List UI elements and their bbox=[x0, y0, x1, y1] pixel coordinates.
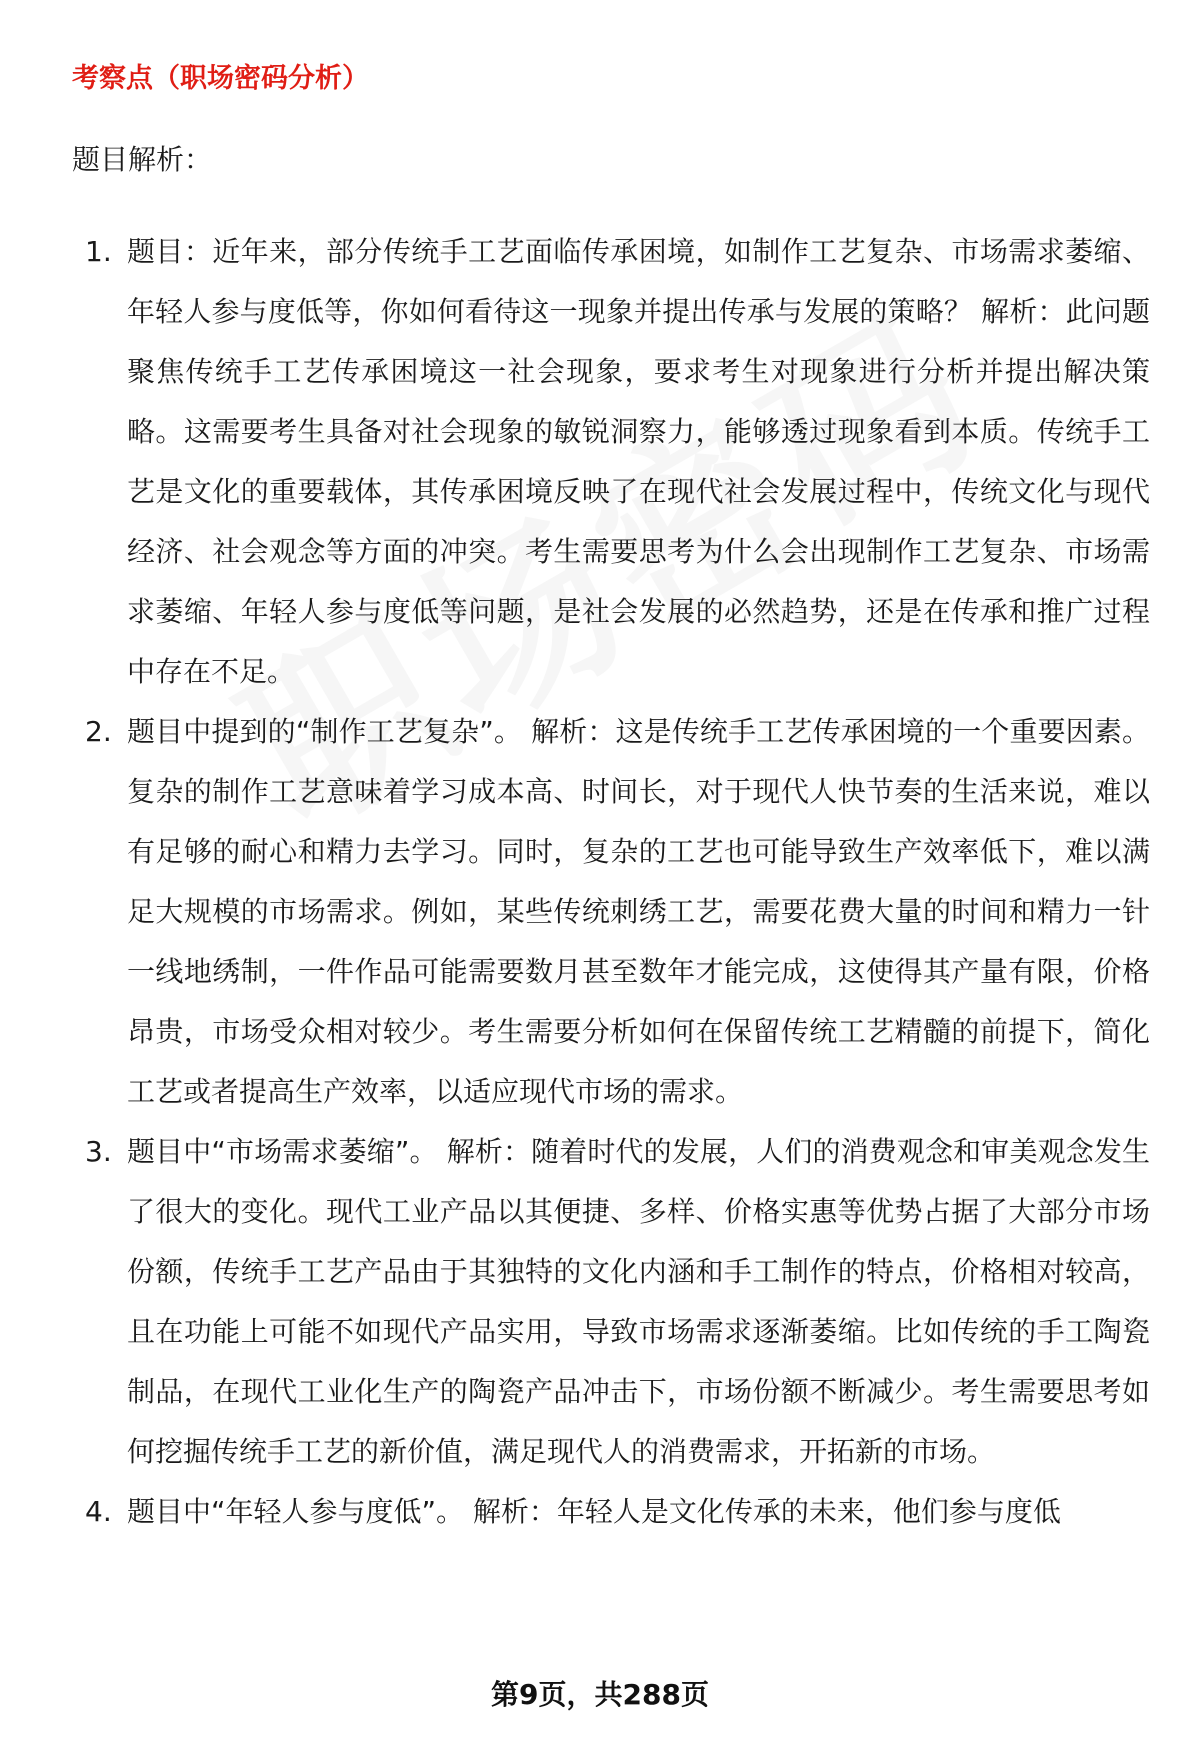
list-item-text: 题目中“市场需求萎缩”。 解析：随着时代的发展，人们的消费观念和审美观念发生了很大的变化。现代工业产品以其便捷、多样、价格实惠等优势占据了大部分市场份额，传统手工艺产品由于其独特的文化内涵和手工制作的特点，价格相对较高，且在功能上可能不如现代产品实用，导致市场需求逐渐萎缩。比如传统的手工陶瓷制品，在现代工业化生产的陶瓷产品冲击下，市场份额不断减少。考生需要思考如何挖掘传统手工艺的新价值，满足现代人的消费需求，开拓新的市场。 bbox=[127, 1135, 1150, 1468]
list-item-text: 题目中提到的“制作工艺复杂”。 解析：这是传统手工艺传承困境的一个重要因素。复杂的制作工艺意味着学习成本高、时间长，对于现代人快节奏的生活来说，难以有足够的耐心和精力去学习。同时，复杂的工艺也可能导致生产效率低下，难以满足大规模的市场需求。例如，某些传统刺绣工艺，需要花费大量的时间和精力一针一线地绣制，一件作品可能需要数月甚至数年才能完成，这使得其产量有限，价格昂贵，市场受众相对较少。考生需要分析如何在保留传统工艺精髓的前提下，简化工艺或者提高生产效率，以适应现代市场的需求。 bbox=[127, 715, 1150, 1108]
page-number: 第9页，共288页 bbox=[491, 1678, 709, 1711]
list-item-number: 2. bbox=[85, 715, 112, 748]
list-item-number: 4. bbox=[85, 1495, 112, 1528]
list-item bbox=[0, 702, 1200, 1122]
list-item-text: 题目中“年轻人参与度低”。 解析：年轻人是文化传承的未来，他们参与度低 bbox=[127, 1495, 1061, 1528]
analysis-list bbox=[0, 222, 1200, 1542]
list-item-number: 1. bbox=[85, 235, 112, 268]
list-item-text: 题目：近年来，部分传统手工艺面临传承困境，如制作工艺复杂、市场需求萎缩、年轻人参与度低等，你如何看待这一现象并提出传承与发展的策略？ 解析：此问题聚焦传统手工艺传承困境这一社会现象，要求考生对现象进行分析并提出解决策略。这需要考生具备对社会现象的敏锐洞察力，能够透过现象看到本质。传统手工艺是文化的重要载体，其传承困境反映了在现代社会发展过程中，传统文化与现代经济、社会观念等方面的冲突。考生需要思考为什么会出现制作工艺复杂、市场需求萎缩、年轻人参与度低等问题，是社会发展的必然趋势，还是在传承和推广过程中存在不足。 bbox=[127, 235, 1150, 688]
list-item bbox=[0, 1122, 1200, 1482]
section-title: 考察点（职场密码分析） bbox=[72, 63, 369, 94]
list-item bbox=[0, 1482, 1200, 1542]
list-item-number: 3. bbox=[85, 1135, 112, 1168]
list-item bbox=[0, 222, 1200, 702]
subtitle: 题目解析： bbox=[72, 143, 213, 176]
